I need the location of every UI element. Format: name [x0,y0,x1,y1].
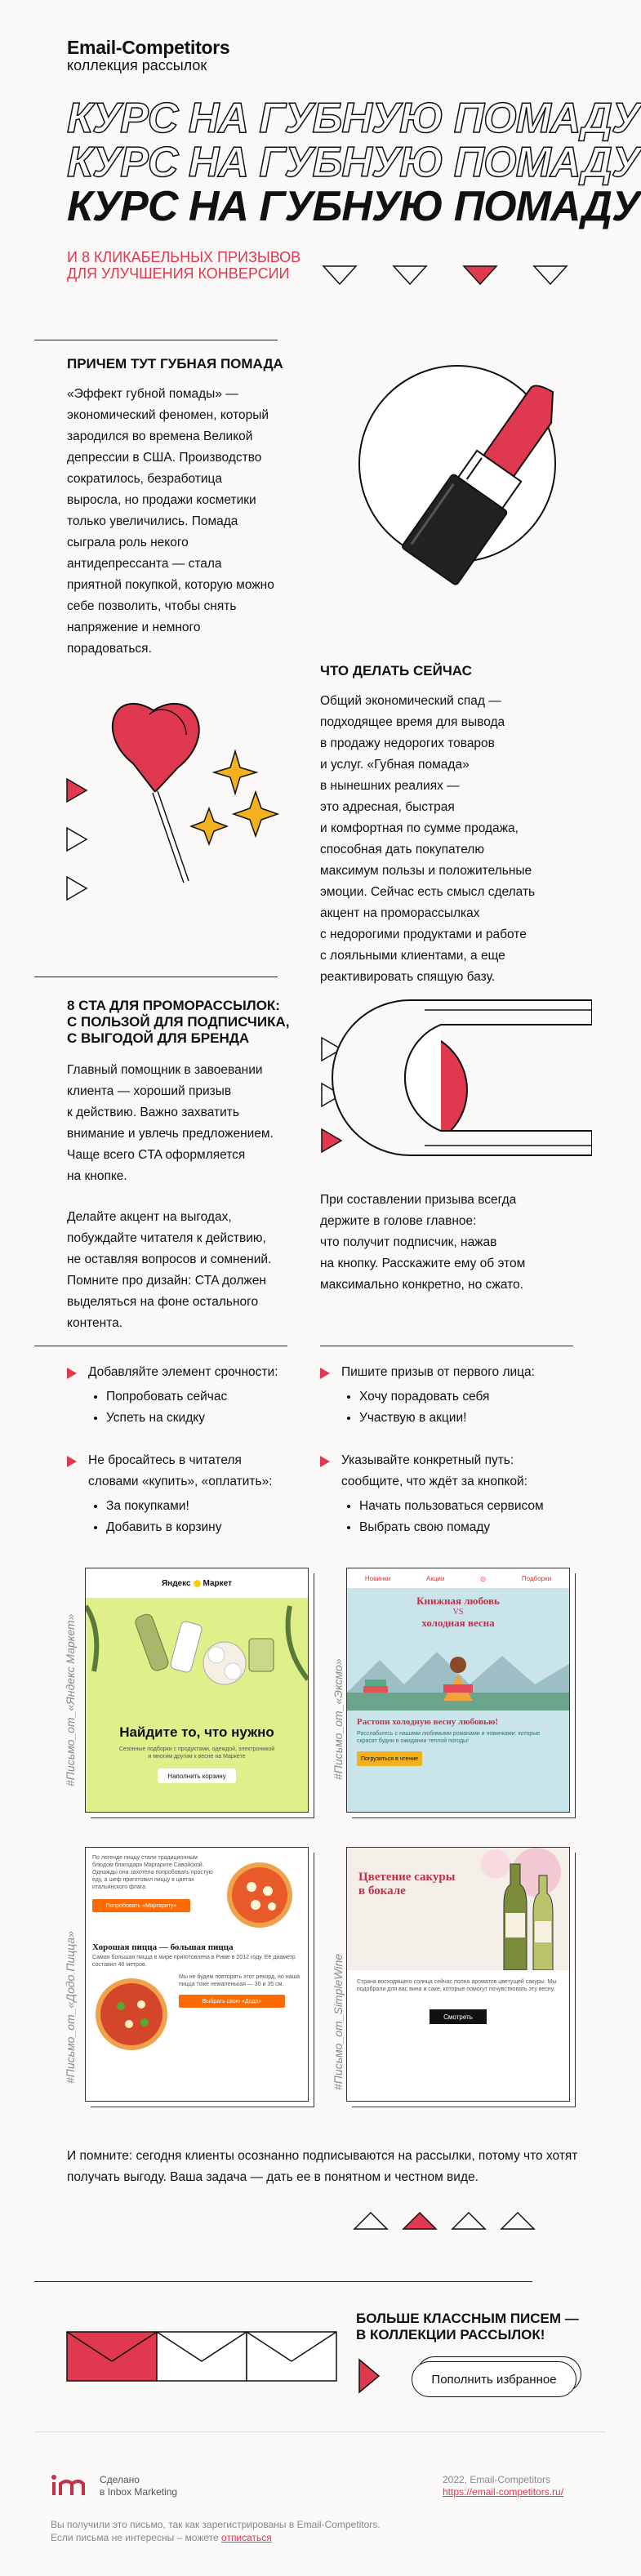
list-item: • Участвую в акции! [359,1408,590,1429]
made-by [100,2474,177,2498]
section-cta [67,998,320,1334]
text-line: держите в голове главное: [320,1214,477,1228]
pizza-image [215,1854,296,1936]
section-cta-para3 [320,1190,590,1296]
example-label-simplewine: #Письмо_от_SimpleWine [332,1953,345,2090]
yandex-body [86,1598,308,1812]
list-item: • Попробовать сейчас [106,1386,320,1408]
example-card-eksmo[interactable] [346,1568,570,1813]
dodo-intro: По легенде пиццу стали традиционным блюдом благодаря Маргарите Савойской. Однажды она захотела попробовать простую еду, а шеф приготовил пиццу в цветах итальянского флага. [92,1855,213,1890]
divider [34,2281,532,2282]
text-line: порадоваться. [67,642,152,656]
made-by-line2: в Inbox Marketing [100,2486,178,2498]
triangle-icon [394,266,426,284]
eksmo-reading-girl-image [347,1635,569,1711]
text-line: и комфортная по сумме продажа, [320,821,519,835]
text-line: на кнопку. Расскажите ему об этом [320,1257,526,1270]
tip-title-line: сообщите, что ждёт за кнопкой: [341,1475,527,1488]
list-item: • За покупками! [106,1496,320,1517]
tip-specific-path [320,1450,598,1538]
dodo-title: Хорошая пицца — большая пицца [92,1942,234,1952]
triangle-icon [323,266,356,284]
text-line: сократилось, безработица [67,472,223,486]
eksmo-headline-2: холодная весна [421,1617,495,1629]
dodo-text: Самая большая пицца в мире приготовлена в Риме в 2012 году. Её диаметр составил 40 метров. [92,1955,296,1968]
yandex-logo [86,1568,308,1598]
envelope-icon [247,2332,336,2381]
triangle-icon [354,2213,387,2229]
triangle-icon [452,2213,485,2229]
tip-title [67,1362,320,1383]
example-card-yandex[interactable] [85,1568,309,1813]
text-line: реактивировать спящую базу. [320,970,496,984]
list-item: • Хочу порадовать себя [359,1386,590,1408]
big-pizza-image [92,1973,174,2055]
text-line: получать выгоду. Ваша задача — дать ее в понятном и честном виде. [67,2170,479,2184]
text-line: к действию. Важно захватить [67,1106,239,1119]
simplewine-headline-line1: Цветение сакуры [358,1871,456,1884]
footer-right [443,2474,563,2498]
dodo-bottom-text [174,1973,301,2055]
eksmo-nav-item[interactable]: Новинки [364,1574,391,1582]
hero-subtitle [67,249,300,282]
yandex-text: Сезонные подборки с продуктами, одеждой, электроникой и многим другим к весне на Маркете [118,1746,275,1760]
yandex-cta-button[interactable]: Наполнить корзину [158,1768,236,1783]
eksmo-hero [347,1588,569,1711]
dodo-text-2: Мы не будем повторять этот рекорд, но наша пицца тоже немаленькая — 30 и 35 см. [179,1974,300,1987]
eksmo-logo-icon: ◎ [480,1574,487,1582]
section-cta-title-line1: 8 CTA ДЛЯ ПРОМОРАССЫЛОК: [67,998,280,1013]
text-line: клиента — хороший призыв [67,1084,232,1098]
add-to-favorites-button[interactable]: Пополнить избранное [412,2361,576,2397]
text-line: антидепрессанта — стала [67,557,222,571]
text-line: с лояльными клиентами, а еще [320,949,505,963]
text-line: При составлении призыва всегда [320,1193,517,1207]
tip-title [320,1450,598,1493]
tip-examples [67,1386,320,1429]
eksmo-cta-button[interactable]: Погрузиться в чтение [357,1751,422,1766]
list-item: • Выбрать свою помаду [359,1517,598,1538]
tip-title [67,1450,320,1493]
triangle-icon [501,2213,534,2229]
text-line: Делайте акцент на выгодах, [67,1210,232,1224]
text-line: способная дать покупателю [320,843,484,856]
envelopes-illustration [65,2327,343,2384]
brand-name: Email-Competitors [67,37,230,58]
eksmo-content [347,1711,569,1812]
hero-title: КУРС НА ГУБНУЮ ПОМАДУ [67,183,640,230]
arches-illustration [318,992,592,1180]
footer-note-line2 [51,2531,381,2544]
list-item: • Добавить в корзину [106,1517,320,1538]
example-label-dodo: #Письмо_от_«Додо Пицца» [64,1931,77,2084]
text-line: и услуг. «Губная помада» [320,758,470,772]
tip-examples [320,1386,590,1429]
sake-bottles-image [463,1848,569,1970]
tip-title-line: Пишите призыв от первого лица: [341,1365,535,1379]
footer-note-line1: Вы получили это письмо, так как зарегистрированы в Email-Competitors. [51,2519,381,2530]
dodo-bottom [86,1970,308,2058]
section-lipstick-text [67,384,312,660]
tip-urgency [67,1362,320,1429]
brand-subtitle: коллекция рассылок [67,57,207,73]
footer-divider [34,2431,606,2432]
section-what-to-do-title: ЧТО ДЕЛАТЬ СЕЙЧАС [320,663,472,678]
simplewine-headline [358,1871,455,1898]
eksmo-headline-vs: VS [452,1608,464,1617]
tip-title-line: Указывайте конкретный путь: [341,1453,514,1467]
text-line: Чаще всего CTA оформляется [67,1148,246,1162]
envelope-icon [67,2332,157,2381]
yandex-headline: Найдите то, что нужно [119,1724,274,1740]
text-line: Общий экономический спад — [320,694,501,708]
text-line: депрессии в США. Производство [67,451,262,465]
eksmo-subheadline: Растопи холодную весну любовью! [357,1717,499,1727]
dodo-button-margarita[interactable]: Попробовать «Маргариту» [92,1899,190,1912]
text-line: максимум пользы и положительные [320,864,532,878]
yandex-logo-text-2: Маркет [203,1578,233,1588]
text-line: что получит подписчик, нажав [320,1235,497,1249]
section-what-to-do [320,663,598,988]
example-label-eksmo: #Письмо_от_«Эксмо» [332,1658,345,1780]
eksmo-nav-item[interactable]: Подборки [521,1574,552,1582]
hero-subtitle-line1: И 8 КЛИКАБЕЛЬНЫХ ПРИЗЫВОВ [67,249,301,265]
text-line: себе позволить, чтобы снять [67,599,237,613]
copyright: 2022, Email-Competitors [443,2474,551,2485]
cta-title-line1: БОЛЬШЕ КЛАССНЫМ ПИСЕМ — [356,2311,579,2326]
text-line: максимально конкретно, но сжато. [320,1278,523,1292]
simplewine-cta-button[interactable]: Смотреть [430,2009,487,2024]
section-cta-para2 [67,1207,320,1334]
text-line: это адресная, быстрая [320,800,455,814]
section-lipstick [67,356,312,660]
eksmo-nav [347,1568,569,1588]
yandex-products-image [86,1598,308,1720]
cta-title [356,2311,593,2343]
simplewine-hero [347,1848,569,1970]
tip-first-person [320,1362,590,1429]
tip-title-line: словами «купить», «оплатить»: [88,1475,273,1488]
text-line: выделяться на фоне остального [67,1295,259,1309]
footer-note-prefix: Если письма не интересны – можете [51,2532,219,2543]
text-line: подходящее время для вывода [320,715,505,729]
lipstick-illustration [335,359,580,621]
section-lipstick-title: ПРИЧЕМ ТУТ ГУБНАЯ ПОМАДА [67,356,283,371]
simplewine-headline-line2: в бокале [358,1884,406,1898]
eksmo-headline-1: Книжная любовь [416,1595,500,1607]
text-line: зародился во времена Великой [67,429,253,443]
tip-examples [67,1496,320,1538]
eksmo-nav-item[interactable]: Акции [426,1574,445,1582]
triangle-icon [403,2213,436,2229]
section-cta-title-line2: С ПОЛЬЗОЙ ДЛЯ ПОДПИСЧИКА, [67,1014,290,1030]
tip-title-line: Добавляйте элемент срочности: [88,1365,278,1379]
unsubscribe-link[interactable]: отписаться [221,2532,272,2543]
list-item: • Успеть на скидку [106,1408,320,1429]
dodo-button-choose[interactable]: Выбрать свою «Додо» [179,1995,285,2008]
cta-triangle-icon [358,2358,381,2394]
text-line: Главный помощник в завоевании [67,1063,263,1077]
tip-no-buy [67,1450,320,1538]
text-line: акцент на проморассылках [320,906,480,920]
dodo-top [86,1848,308,1942]
triangle-icon [534,266,567,284]
section-cta-title-line3: С ВЫГОДОЙ ДЛЯ БРЕНДА [67,1030,250,1046]
text-line: контента. [67,1316,123,1330]
triangle-icon [464,266,496,284]
footer-note [51,2518,381,2544]
yandex-dot-icon [194,1580,201,1587]
section-cta-para1 [67,1060,320,1187]
closing-triangles-decoration [353,2211,549,2232]
dodo-intro-block [92,1854,215,1936]
cta-title-line2: В КОЛЛЕКЦИИ РАССЫЛОК! [356,2327,545,2342]
text-line: эмоции. Сейчас есть смысл сделать [320,885,536,899]
text-line: только увеличились. Помада [67,514,238,528]
example-card-simplewine[interactable] [346,1847,570,2102]
made-by-line1: Сделано [100,2474,140,2485]
text-line: на кнопке. [67,1169,127,1183]
site-link[interactable]: https://email-competitors.ru/ [443,2486,564,2498]
triangle-bullet-icon [67,1368,77,1379]
yandex-logo-text: Яндекс [161,1578,191,1588]
text-line: приятной покупкой, которую можно [67,578,274,592]
simplewine-text: Страна восходящего солнца сейчас полна ароматов цветущей сакуры. Мы подобрали для вас вина и саке, которые помогут почувствовать эту весну. [357,1979,557,1992]
closing-text [67,2146,590,2188]
text-line: сыграла роль некого [67,536,189,549]
eksmo-text: Расслабьтесь с нашими любимыми романами и новинками: которые скрасят будни в ожидании теплой погоды! [357,1731,541,1744]
text-line: в нынешних реалиях — [320,779,460,793]
tip-title [320,1362,590,1383]
lollipop-illustration [64,678,284,923]
text-line: побуждайте читателя к действию, [67,1231,266,1245]
hero-triangles-decoration [320,265,581,289]
text-line: внимание и увлечь предложением. [67,1127,274,1141]
inbox-marketing-logo-icon[interactable] [51,2474,95,2498]
text-line: И помните: сегодня клиенты осознанно подписываются на рассылки, потому что хотят [67,2149,578,2163]
brand-logo[interactable] [67,38,229,73]
triangle-bullet-icon [320,1368,330,1379]
text-line: экономический феномен, который [67,408,269,422]
envelope-icon [157,2332,247,2381]
hero-title-outline-2: КУРС НА ГУБНУЮ ПОМАДУ [67,139,640,186]
text-line: в продажу недорогих товаров [320,736,495,750]
text-line: с недорогими продуктами и работе [320,928,527,941]
example-label-yandex: #Письмо_от_«Яндекс Маркет» [64,1613,77,1786]
text-line: «Эффект губной помады» — [67,387,238,401]
triangle-bullet-icon [320,1456,330,1467]
text-line: не оставляя вопросов и сомнений. [67,1252,272,1266]
triangle-bullet-icon [67,1456,77,1467]
list-item: • Начать пользоваться сервисом [359,1496,598,1517]
hero-subtitle-line2: ДЛЯ УЛУЧШЕНИЯ КОНВЕРСИИ [67,265,290,282]
section-what-to-do-text [320,691,598,988]
text-line: напряжение и немного [67,621,201,634]
text-line: выросла, но продажи косметики [67,493,256,507]
text-line: Помните про дизайн: CTA должен [67,1274,266,1288]
hero-title-outline-1: КУРС НА ГУБНУЮ ПОМАДУ [67,95,640,142]
tip-examples [320,1496,598,1538]
tip-title-line: Не бросайтесь в читателя [88,1453,242,1467]
example-card-dodo[interactable] [85,1847,309,2102]
